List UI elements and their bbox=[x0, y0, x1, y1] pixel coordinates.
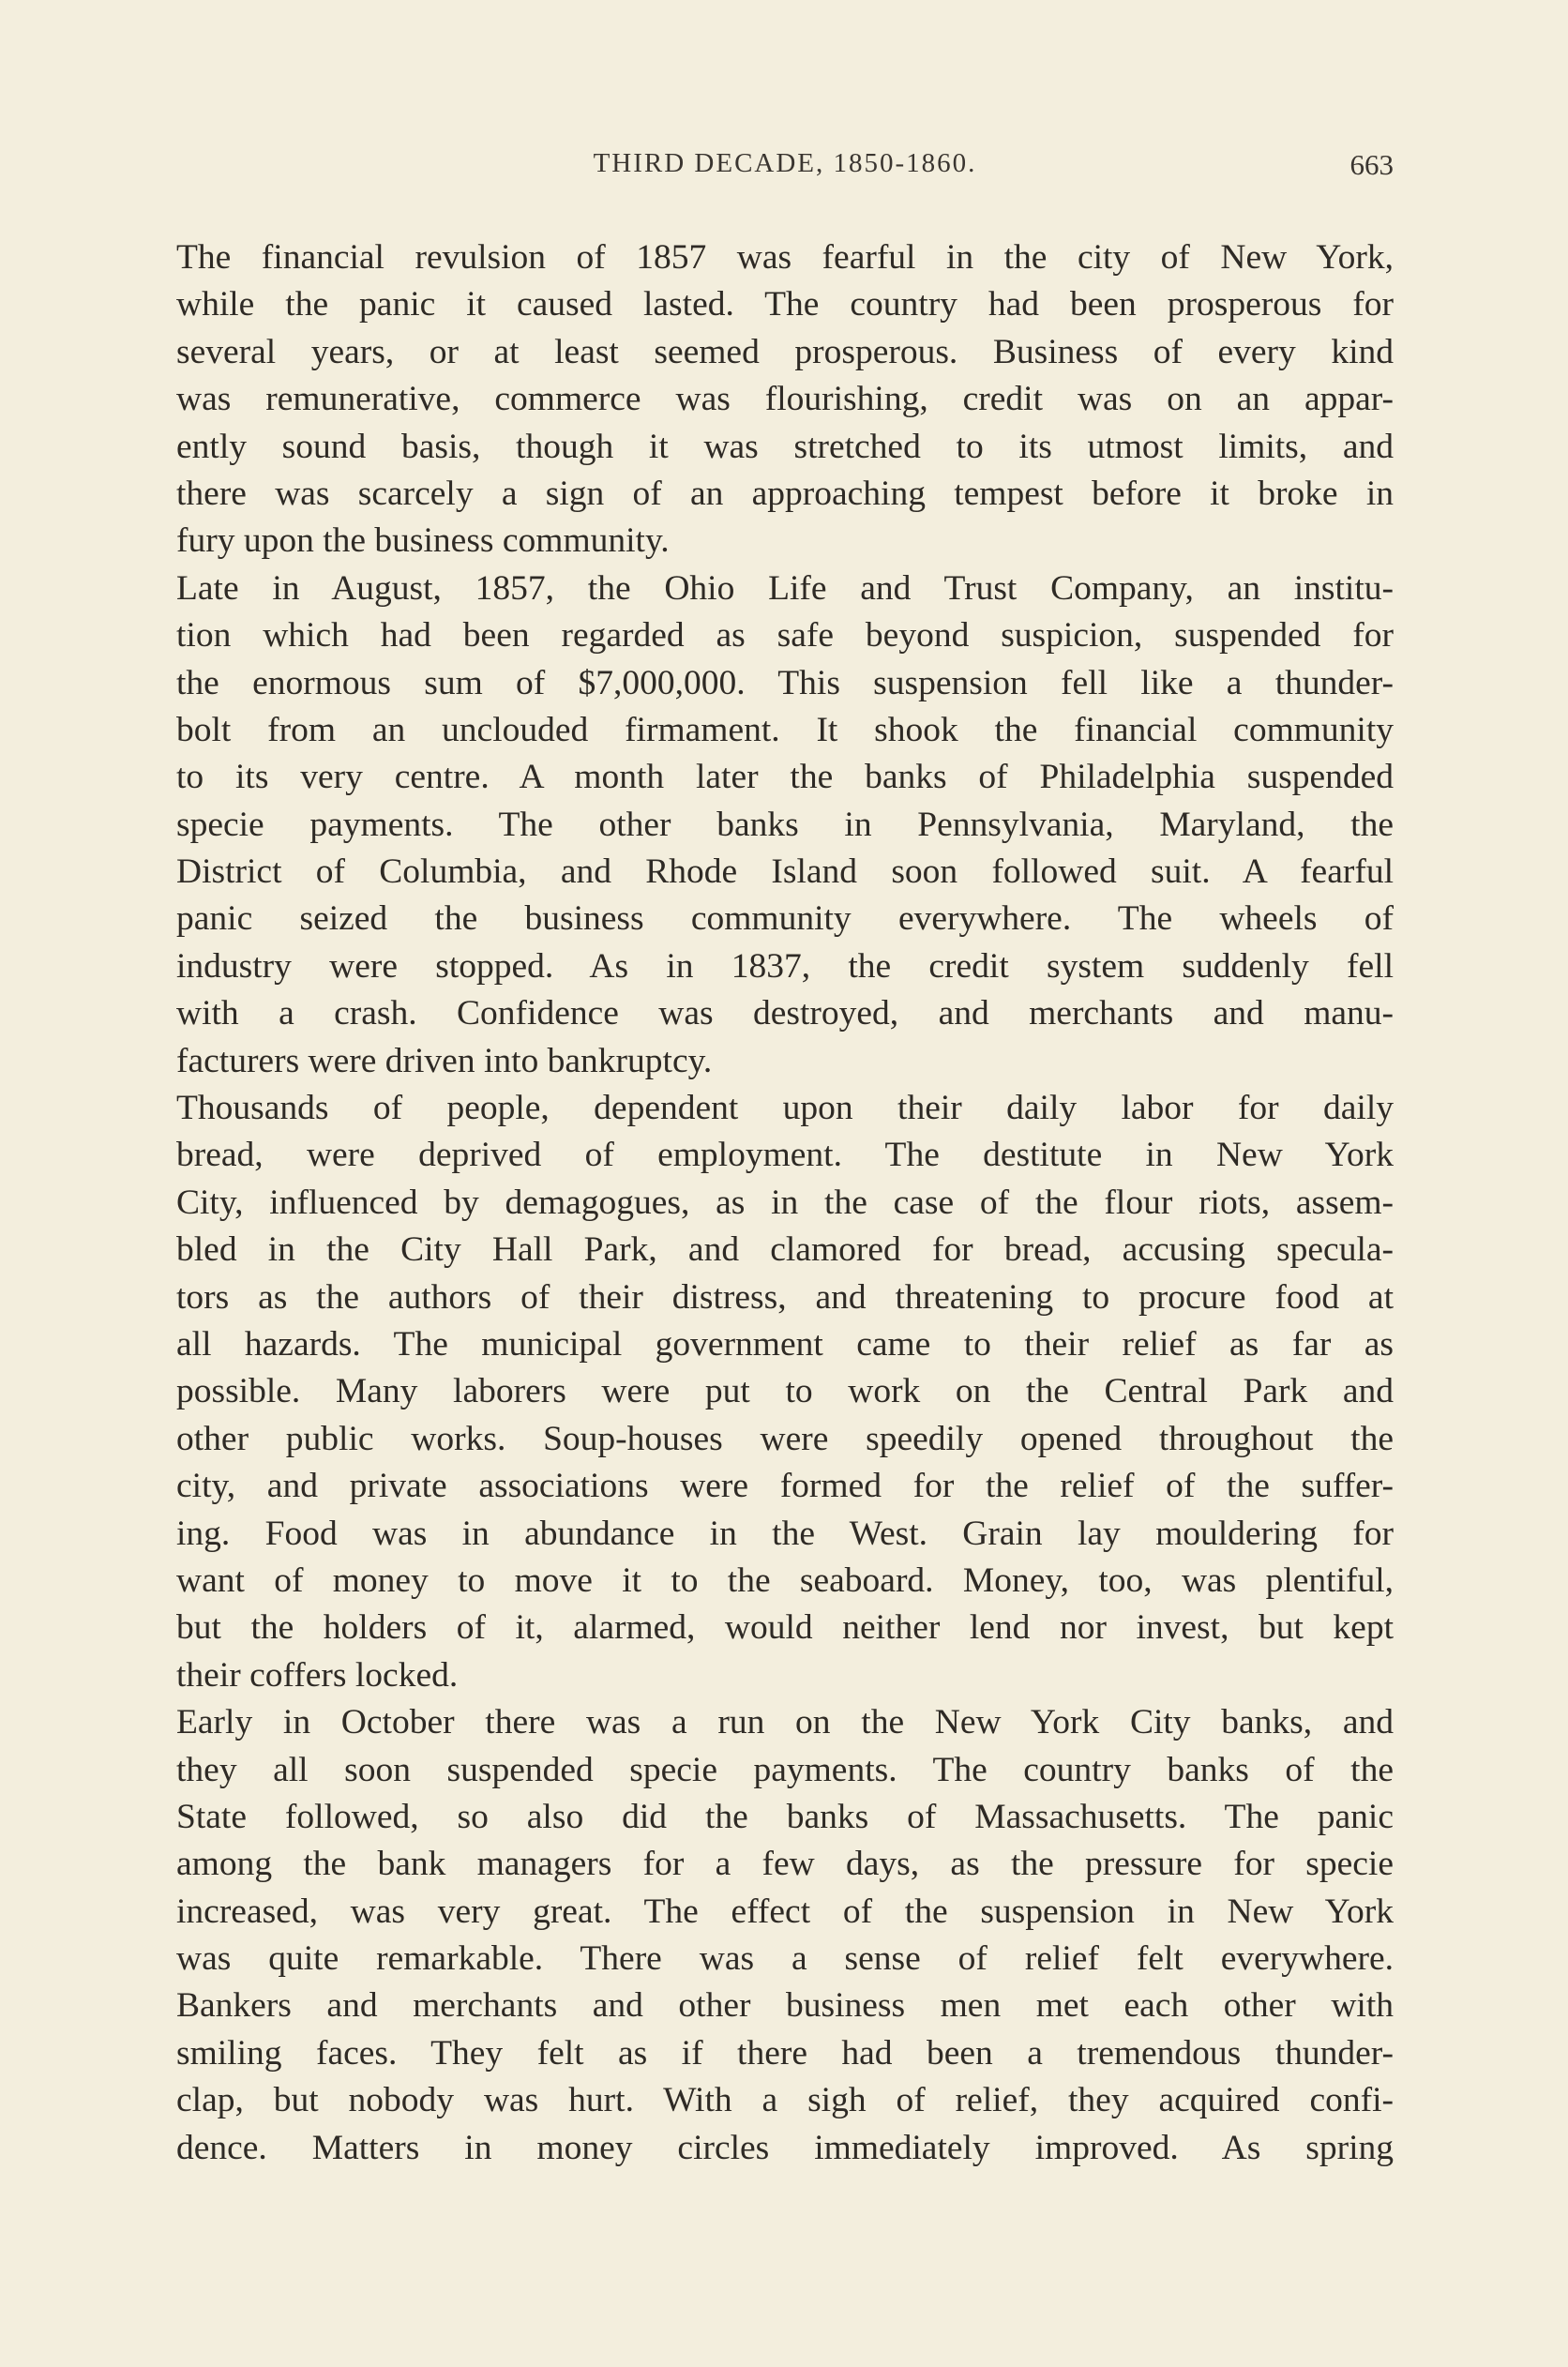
text-line: other public works. Soup-houses were speedily opened throughout the bbox=[176, 1419, 1394, 1458]
text-line: tion which had been regarded as safe beyond suspicion, suspended for bbox=[176, 616, 1394, 656]
text-line: City, influenced by demagogues, as in the case of the flour riots, assem- bbox=[176, 1183, 1394, 1222]
paragraph-2 bbox=[176, 565, 1394, 1085]
paragraph-1 bbox=[176, 234, 1394, 565]
text-line: ently sound basis, though it was stretched to its utmost limits, and bbox=[176, 427, 1394, 466]
text-line: there was scarcely a sign of an approaching tempest before it broke in bbox=[176, 474, 1394, 513]
text-line: several years, or at least seemed prosperous. Business of every kind bbox=[176, 332, 1394, 371]
text-line: among the bank managers for a few days, as the pressure for specie bbox=[176, 1845, 1394, 1884]
text-line: Thousands of people, dependent upon their daily labor for daily bbox=[176, 1089, 1394, 1128]
text-line: while the panic it caused lasted. The country had been prosperous for bbox=[176, 285, 1394, 324]
text-line: city, and private associations were formed for the relief of the suffer- bbox=[176, 1467, 1394, 1506]
body-text bbox=[176, 234, 1394, 2172]
text-line: fury upon the business community. bbox=[176, 521, 670, 561]
text-line: with a crash. Confidence was destroyed, and merchants and manu- bbox=[176, 994, 1394, 1033]
text-line: dence. Matters in money circles immediately improved. As spring bbox=[176, 2128, 1394, 2167]
text-line: to its very centre. A month later the banks of Philadelphia suspended bbox=[176, 758, 1394, 797]
text-line: all hazards. The municipal government came to their relief as far as bbox=[176, 1324, 1394, 1364]
text-line: Late in August, 1857, the Ohio Life and Trust Company, an institu- bbox=[176, 568, 1394, 608]
text-line: increased, was very great. The effect of the suspension in New York bbox=[176, 1892, 1394, 1931]
text-line: bread, were deprived of employment. The destitute in New York bbox=[176, 1136, 1394, 1175]
text-line: State followed, so also did the banks of Massachusetts. The panic bbox=[176, 1797, 1394, 1836]
text-line: was quite remarkable. There was a sense of relief felt everywhere. bbox=[176, 1939, 1394, 1979]
text-line: industry were stopped. As in 1837, the credit system suddenly fell bbox=[176, 946, 1394, 986]
text-line: specie payments. The other banks in Pennsylvania, Maryland, the bbox=[176, 805, 1394, 844]
running-head: THIRD DECADE, 1850-1860. bbox=[593, 148, 977, 178]
paragraph-3 bbox=[176, 1085, 1394, 1699]
text-line: the enormous sum of $7,000,000. This suspension fell like a thunder- bbox=[176, 663, 1394, 702]
text-line: want of money to move it to the seaboard. Money, too, was plentiful, bbox=[176, 1560, 1394, 1600]
text-line: they all soon suspended specie payments. The country banks of the bbox=[176, 1750, 1394, 1789]
text-line: but the holders of it, alarmed, would neither lend nor invest, but kept bbox=[176, 1608, 1394, 1648]
page-number: 663 bbox=[1349, 148, 1394, 181]
text-line: The financial revulsion of 1857 was fearful in the city of New York, bbox=[176, 238, 1394, 277]
text-line: Bankers and merchants and other business men met each other with bbox=[176, 1986, 1394, 2026]
paragraph-4 bbox=[176, 1699, 1394, 2172]
page-header bbox=[176, 148, 1394, 195]
text-line: ing. Food was in abundance in the West. Grain lay mouldering for bbox=[176, 1514, 1394, 1553]
text-line: panic seized the business community everywhere. The wheels of bbox=[176, 899, 1394, 939]
text-line: District of Columbia, and Rhode Island soon followed suit. A fearful bbox=[176, 852, 1394, 892]
text-line: smiling faces. They felt as if there had been a tremendous thunder- bbox=[176, 2033, 1394, 2073]
text-line: was remunerative, commerce was flourishing, credit was on an appar- bbox=[176, 380, 1394, 419]
text-line: Early in October there was a run on the New York City banks, and bbox=[176, 1703, 1394, 1742]
text-line: bled in the City Hall Park, and clamored for bread, accusing specula- bbox=[176, 1230, 1394, 1270]
text-line: bolt from an unclouded firmament. It shook the financial community bbox=[176, 710, 1394, 749]
text-line: facturers were driven into bankruptcy. bbox=[176, 1041, 713, 1080]
text-line: tors as the authors of their distress, and threatening to procure food at bbox=[176, 1277, 1394, 1317]
text-line: their coffers locked. bbox=[176, 1655, 459, 1695]
text-line: possible. Many laborers were put to work on the Central Park and bbox=[176, 1372, 1394, 1411]
text-line: clap, but nobody was hurt. With a sigh of relief, they acquired confi- bbox=[176, 2081, 1394, 2120]
